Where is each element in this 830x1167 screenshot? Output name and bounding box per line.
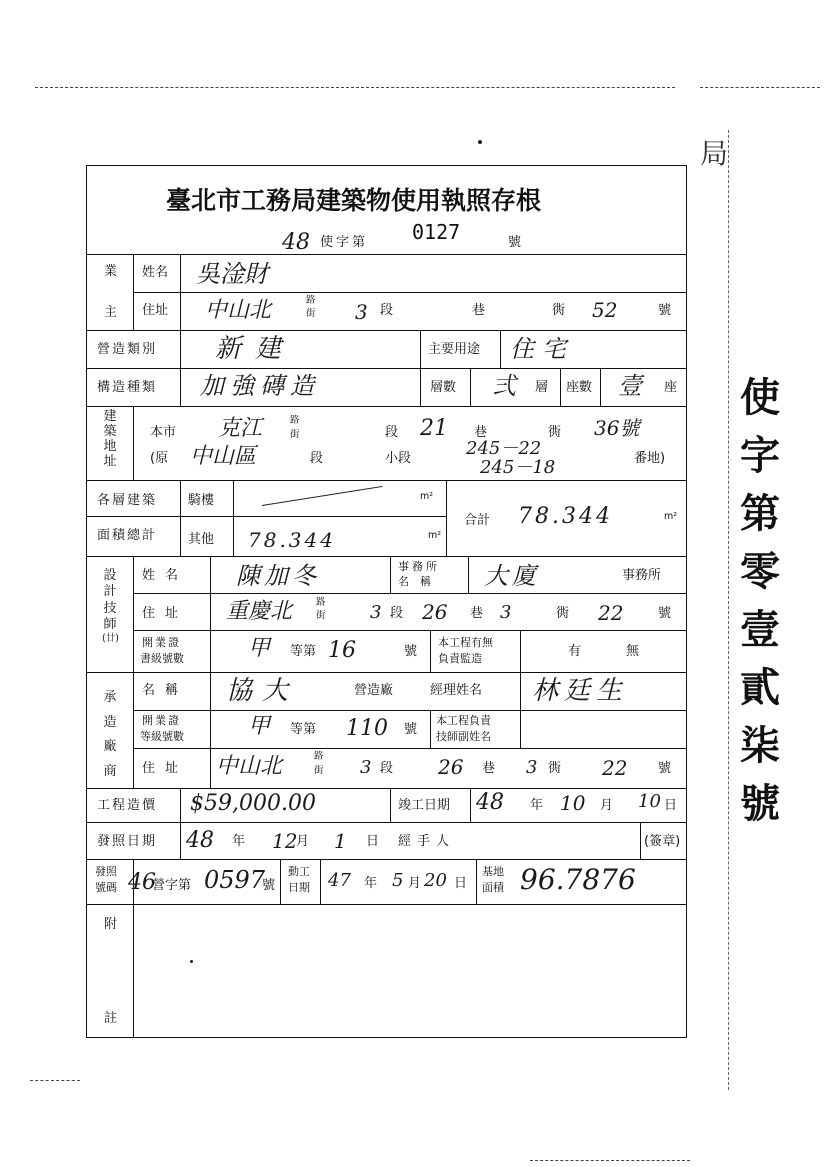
scan-dash-top <box>35 87 675 88</box>
arcade-strike <box>262 486 383 506</box>
site-label-char: 地 <box>103 438 117 454</box>
designer-label-char: 師 <box>103 616 117 632</box>
area-label-2: 面積總計 <box>97 528 158 543</box>
designer-addr-label: 住址 <box>142 606 189 621</box>
site-land-no-2: 245－18 <box>480 457 556 478</box>
site-road: 克江 <box>218 416 263 441</box>
designer-label <box>102 568 118 645</box>
designer-office-suffix: 事務所 <box>622 568 662 583</box>
owner-label-ye: 業 <box>104 264 118 279</box>
designer-name-label: 姓名 <box>142 568 189 583</box>
start-day-label: 日 <box>454 876 468 891</box>
contractor-grade-label: 等第 <box>290 722 317 737</box>
designer-supervise-label-1: 本工程有無 <box>438 636 493 649</box>
designer-number-hao: 號 <box>404 644 418 659</box>
site-street-label: 街 <box>290 429 300 440</box>
site-section-label: 段 <box>385 425 399 440</box>
owner-road-label: 路 <box>306 295 316 306</box>
owner-lane-label: 巷 <box>472 303 486 318</box>
owner-name-label: 姓名 <box>142 265 169 280</box>
contractor-addr-lane: 26 <box>438 755 464 779</box>
designer-addr-lane: 26 <box>422 600 448 624</box>
remarks-label-top: 附 <box>104 917 118 932</box>
contractor-number-hao: 號 <box>404 722 418 737</box>
site-city-label: 本市 <box>150 425 177 440</box>
site-lane-label: 巷 <box>474 425 488 440</box>
contractor-addr-section: 3 <box>360 757 372 778</box>
seal-label: (簽章) <box>644 834 681 849</box>
start-month: 5 <box>392 870 404 891</box>
other-unit: m² <box>428 530 442 541</box>
issue-year-label: 年 <box>232 834 246 849</box>
contractor-addr-number: 22 <box>602 756 628 780</box>
remarks-speck <box>190 960 193 963</box>
buildings-value: 壹 <box>618 372 642 400</box>
structure-value: 加強磚造 <box>200 372 320 400</box>
site-orig-value: 中山區 <box>190 444 257 469</box>
designer-grade-label: 等第 <box>290 644 317 659</box>
owner-alley-label: 衖 <box>552 303 566 318</box>
contractor-lane-label: 巷 <box>482 761 496 776</box>
margin-char: 零 <box>740 549 780 595</box>
permit-year: 46 <box>128 870 156 895</box>
contractor-label-char: 造 <box>103 714 117 730</box>
designer-street-label: 街 <box>316 610 326 621</box>
contractor-tech-label-2: 技師副姓名 <box>436 730 491 743</box>
start-label-1: 動工 <box>288 865 310 878</box>
designer-addr-road: 重慶北 <box>226 599 293 624</box>
contractor-manager: 林廷生 <box>532 676 629 706</box>
permit-char-label: 營字第 <box>152 878 192 893</box>
complete-day-label: 日 <box>664 798 678 813</box>
contractor-alley-label: 衖 <box>548 761 562 776</box>
start-month-label: 月 <box>408 876 422 891</box>
designer-supervise-label-2: 負責監造 <box>438 652 482 665</box>
start-year-label: 年 <box>364 876 378 891</box>
site-land-no-1: 245－22 <box>466 438 542 459</box>
issue-label: 發照日期 <box>97 834 158 849</box>
base-label-1: 基地 <box>482 865 504 878</box>
arcade-unit: m² <box>420 491 434 502</box>
contractor-name-label: 名稱 <box>142 683 189 698</box>
contractor-name: 協大 <box>226 676 299 706</box>
category-label: 營造類別 <box>97 342 158 357</box>
complete-label: 竣工日期 <box>398 798 451 813</box>
total-label: 合計 <box>464 513 491 528</box>
other-label: 其他 <box>188 532 215 547</box>
permit-number-label: 號 <box>262 878 276 893</box>
buildings-label: 座數 <box>566 380 593 395</box>
issue-month: 12 <box>272 829 298 853</box>
start-year: 47 <box>328 870 351 891</box>
floors-value: 弍 <box>492 372 516 400</box>
designer-license-label-2: 書級號數 <box>140 652 184 665</box>
remarks-label-bottom: 註 <box>104 1011 118 1026</box>
complete-month-label: 月 <box>600 798 614 813</box>
designer-label-char: 設 <box>103 568 117 583</box>
main-use-label: 主要用途 <box>428 342 481 357</box>
site-road-label: 路 <box>290 415 300 426</box>
owner-number-label: 號 <box>658 303 672 318</box>
site-alley-label: 衖 <box>548 425 562 440</box>
scan-speck <box>478 140 482 144</box>
contractor-factory-label: 營造廠 <box>354 683 394 698</box>
owner-name: 吳淦財 <box>196 260 268 288</box>
margin-char: 使 <box>740 375 780 421</box>
contractor-road-label: 路 <box>314 751 324 762</box>
structure-label: 構造種類 <box>97 380 158 395</box>
issue-day: 1 <box>334 829 347 853</box>
margin-char: 柒 <box>740 723 780 769</box>
designer-label-char: 計 <box>103 584 117 600</box>
scan-dash-bottom-left <box>30 1080 80 1081</box>
floors-unit: 層 <box>535 380 549 395</box>
issue-day-label: 日 <box>366 834 380 849</box>
handler-label: 經手人 <box>398 834 456 849</box>
designer-office-label-2: 名 稱 <box>398 575 431 588</box>
scan-edge-right <box>728 130 729 1090</box>
designer-supervise-no: 無 <box>626 644 640 659</box>
designer-supervise-yes: 有 <box>568 644 582 659</box>
owner-section-label: 段 <box>380 303 394 318</box>
designer-addr-number: 22 <box>598 601 624 625</box>
contractor-addr-road: 中山北 <box>216 754 283 779</box>
contractor-license-grade: 甲 <box>248 714 271 739</box>
scan-dash-bottom <box>530 1160 690 1161</box>
site-number: 36號 <box>594 416 640 440</box>
contractor-street-label: 街 <box>314 765 324 776</box>
cost-value: $59,000.00 <box>190 791 316 816</box>
main-use-value: 住宅 <box>510 335 574 363</box>
permit-number: 0597 <box>204 866 266 894</box>
issue-month-label: 月 <box>296 834 310 849</box>
complete-year: 48 <box>476 790 504 815</box>
owner-addr-section: 3 <box>355 300 368 324</box>
category-value: 新建 <box>215 334 296 364</box>
margin-top-right: 局 <box>700 137 729 170</box>
site-orig-label: (原 <box>150 451 169 466</box>
designer-road-label: 路 <box>316 597 326 608</box>
base-label-2: 面積 <box>482 881 504 894</box>
serial-hao: 號 <box>508 235 522 250</box>
contractor-tech-label-1: 本工程負責 <box>436 714 491 727</box>
contractor-manager-label: 經理姓名 <box>430 683 483 698</box>
designer-name: 陳加冬 <box>236 562 320 590</box>
permit-label-2: 號碼 <box>95 881 117 894</box>
base-value: 96.7876 <box>520 863 636 896</box>
site-label-char: 築 <box>103 423 117 439</box>
contractor-section-label: 段 <box>380 761 394 776</box>
serial-label: 使字第 <box>320 235 369 250</box>
contractor-addr-alley: 3 <box>526 757 538 778</box>
owner-label-zhu: 主 <box>104 305 118 320</box>
arcade-label: 騎樓 <box>188 493 215 508</box>
designer-section-label: 段 <box>390 606 404 621</box>
area-label-1: 各層建築 <box>97 493 158 508</box>
site-lane: 21 <box>420 416 448 441</box>
cost-label: 工程造價 <box>97 798 158 813</box>
designer-license-grade: 甲 <box>248 636 271 661</box>
site-label <box>102 410 118 470</box>
site-label-char: 址 <box>103 453 117 469</box>
owner-addr-road: 中山北 <box>205 298 272 323</box>
contractor-label-char: 商 <box>103 764 117 780</box>
designer-office: 大廈 <box>484 562 540 590</box>
site-land-no-label: 番地) <box>634 451 666 466</box>
site-orig-section-label: 段 <box>310 451 324 466</box>
contractor-license-label-2: 等級號數 <box>140 730 184 743</box>
serial-number: 0127 <box>412 220 461 244</box>
contractor-label <box>102 686 118 785</box>
floors-label: 層數 <box>430 380 457 395</box>
designer-addr-alley: 3 <box>500 602 512 623</box>
site-subsection-label: 小段 <box>385 451 412 466</box>
owner-addr-label: 住址 <box>142 303 169 318</box>
total-value: 78.344 <box>518 504 613 529</box>
issue-year: 48 <box>186 828 214 853</box>
margin-char: 貳 <box>740 665 780 711</box>
margin-char: 第 <box>740 491 780 537</box>
contractor-license-label-1: 開業證 <box>142 714 181 727</box>
contractor-addr-label: 住址 <box>142 761 189 776</box>
margin-char: 字 <box>740 433 780 479</box>
buildings-unit: 座 <box>664 380 678 395</box>
complete-year-label: 年 <box>530 798 544 813</box>
contractor-label-char: 承 <box>103 690 117 705</box>
other-value: 78.344 <box>248 528 336 552</box>
owner-street-label: 街 <box>306 308 316 319</box>
designer-label-char: (廿) <box>102 633 119 644</box>
start-label-2: 日期 <box>288 881 310 894</box>
designer-addr-section: 3 <box>370 602 382 623</box>
designer-label-char: 技 <box>103 600 117 616</box>
contractor-label-char: 廠 <box>103 739 117 755</box>
designer-lane-label: 巷 <box>470 606 484 621</box>
designer-license-number: 16 <box>328 638 356 663</box>
contractor-license-number: 110 <box>346 716 388 741</box>
site-label-char: 建 <box>103 409 117 424</box>
serial-prefix: 48 <box>282 230 310 255</box>
margin-char: 號 <box>740 781 780 827</box>
margin-char: 壹 <box>740 607 780 653</box>
designer-license-label-1: 開業證 <box>142 636 181 649</box>
permit-label-1: 發照 <box>95 865 117 878</box>
designer-office-label-1: 事務所 <box>398 560 440 573</box>
designer-alley-label: 衖 <box>556 606 570 621</box>
complete-month: 10 <box>560 791 586 815</box>
designer-number-label: 號 <box>658 606 672 621</box>
start-day: 20 <box>424 870 447 891</box>
total-unit: m² <box>664 511 678 522</box>
owner-addr-number: 52 <box>592 298 618 322</box>
complete-day: 10 <box>638 791 661 812</box>
form-title: 臺北市工務局建築物使用執照存根 <box>166 186 542 215</box>
scan-dash-top-right <box>700 87 820 88</box>
contractor-number-label: 號 <box>658 761 672 776</box>
